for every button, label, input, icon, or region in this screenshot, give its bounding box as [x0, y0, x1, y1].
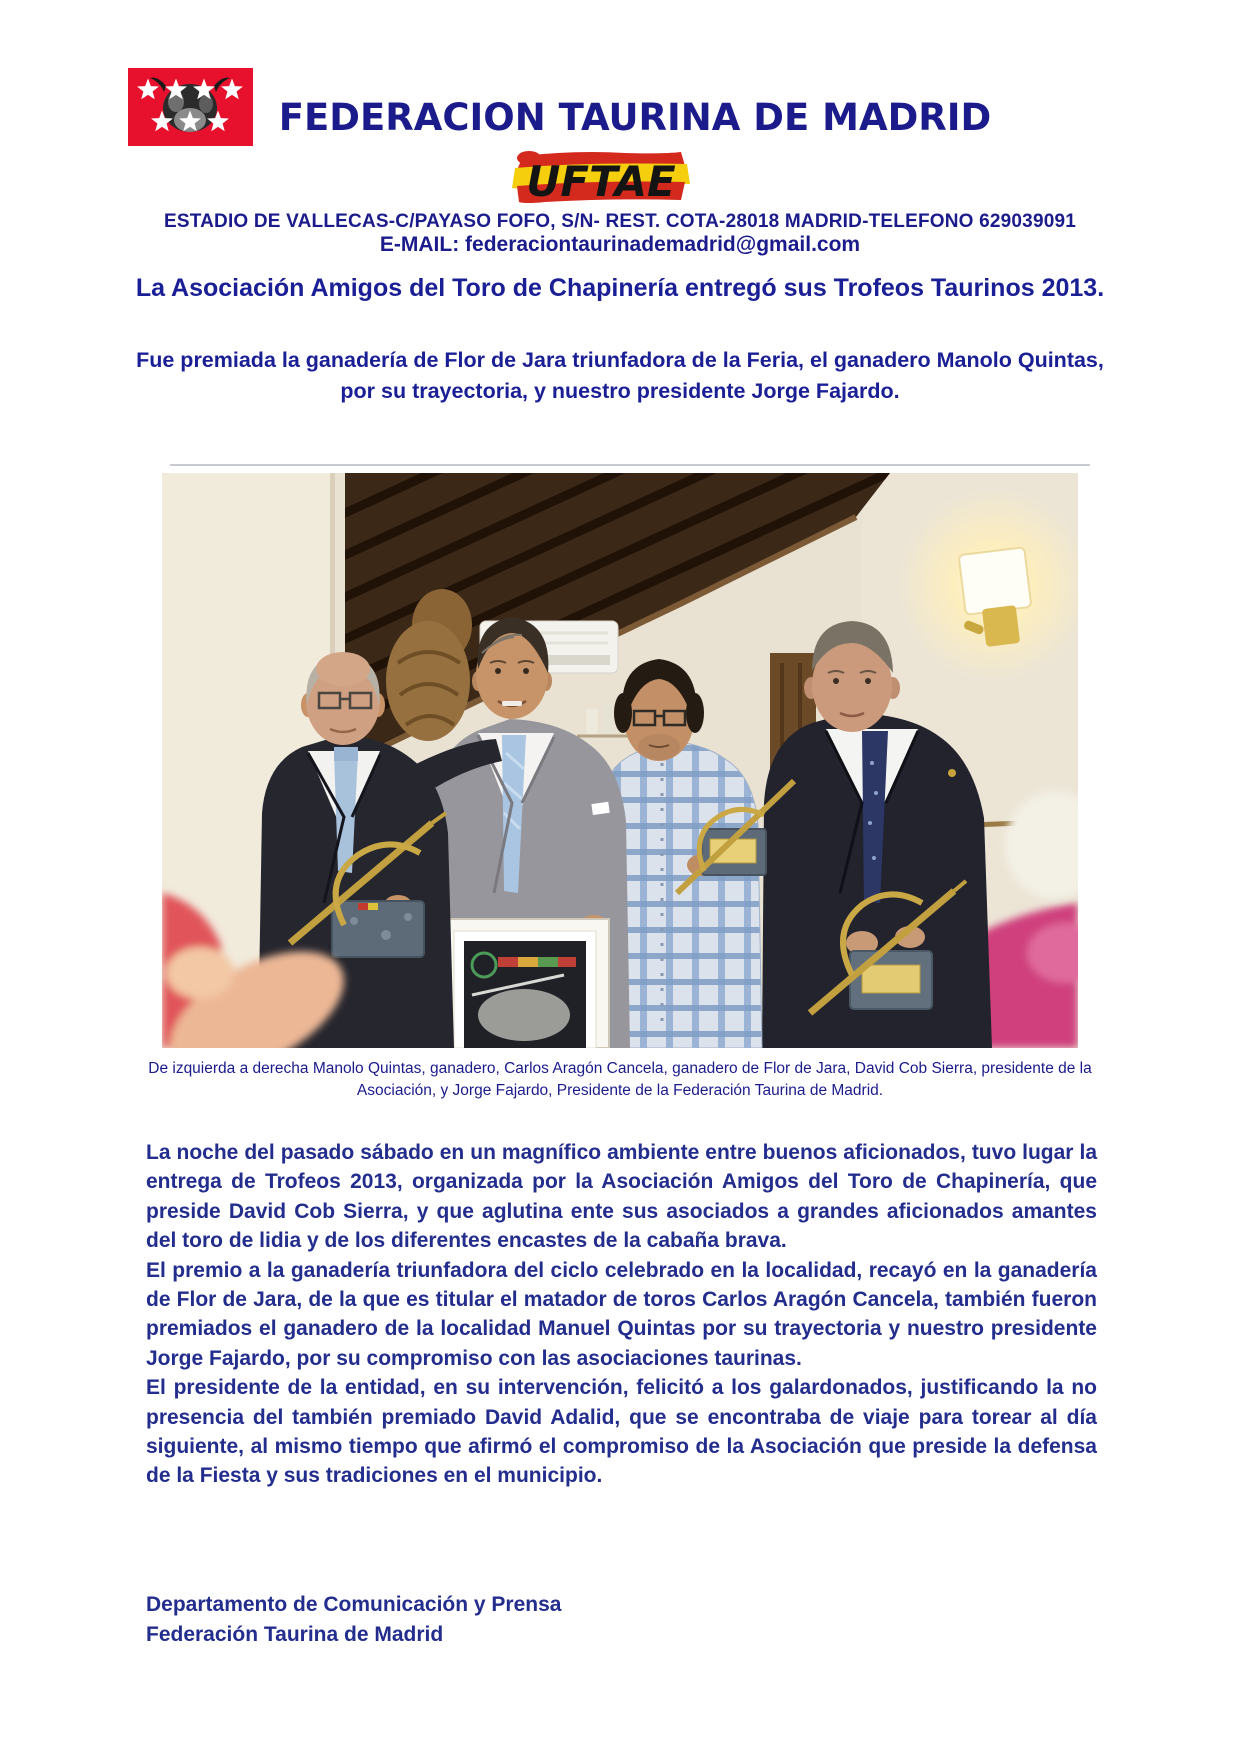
event-photo-image: [162, 473, 1078, 1048]
uftae-text: UFTAE: [526, 157, 676, 206]
framed-picture: [441, 919, 609, 1048]
body-paragraph-3: El presidente de la entidad, en su intervención, felicitó a los galardonados, justificando la no presencia del también premiado David Adalid, que se encontraba de viaje para torear al día siguiente, al mismo tiempo que afirmó el compromiso de la Asociación que preside la defensa de la Fiesta y sus tradiciones en el municipio.: [146, 1376, 1097, 1488]
article-subheadline: Fue premiada la ganadería de Flor de Jara triunfadora de la Feria, el ganadero Manolo Quintas, por su trayectoria, y nuestro presidente Jorge Fajardo.: [136, 348, 1104, 403]
footer-department: Departamento de Comunicación y Prensa: [146, 1593, 562, 1616]
document-footer: [146, 1590, 561, 1650]
article-body: [146, 1138, 1097, 1491]
photo-separator-line: [170, 464, 1090, 466]
body-paragraph-2: El premio a la ganadería triunfadora del ciclo celebrado en la localidad, recayó en la ganadería de Flor de Jara, de la que es titular el matador de toros Carlos Aragón Cancela, también fueron premiados el ganadero de la localidad Manuel Quintas por su trayectoria y nuestro presidente Jorge Fajardo, por su compromiso con las asociaciones taurinas.: [146, 1258, 1097, 1370]
body-paragraph-1: La noche del pasado sábado en un magnífico ambiente entre buenos aficionados, tuvo lugar la entrega de Trofeos 2013, organizada por la Asociación Amigos del Toro de Chapinería, que preside David Cob Sierra, y que aglutina ente sus asociados a grandes aficionados amantes del toro de lidia y de los diferentes encastes de la cabaña brava.: [146, 1141, 1097, 1253]
uftae-flag-icon: [505, 148, 695, 210]
footer-organization: Federación Taurina de Madrid: [146, 1623, 444, 1646]
uftae-logo: [505, 148, 695, 210]
address-line: ESTADIO DE VALLECAS-C/PAYASO FOFO, S/N- REST. COTA-28018 MADRID-TELEFONO 629039091: [163, 211, 1077, 232]
event-photo: [162, 473, 1078, 1048]
photo-caption: De izquierda a derecha Manolo Quintas, ganadero, Carlos Aragón Cancela, ganadero de Flor de Jara, David Cob Sierra, presidente de la Asociación, y Jorge Fajardo, Presidente de la Federación Taurina de Madrid.: [148, 1060, 1092, 1099]
email-line: E-MAIL: federaciontaurinademadrid@gmail.com: [379, 233, 861, 256]
article-headline: La Asociación Amigos del Toro de Chapinería entregó sus Trofeos Taurinos 2013.: [135, 274, 1105, 302]
org-title: FEDERACION TAURINA DE MADRID: [278, 96, 992, 139]
